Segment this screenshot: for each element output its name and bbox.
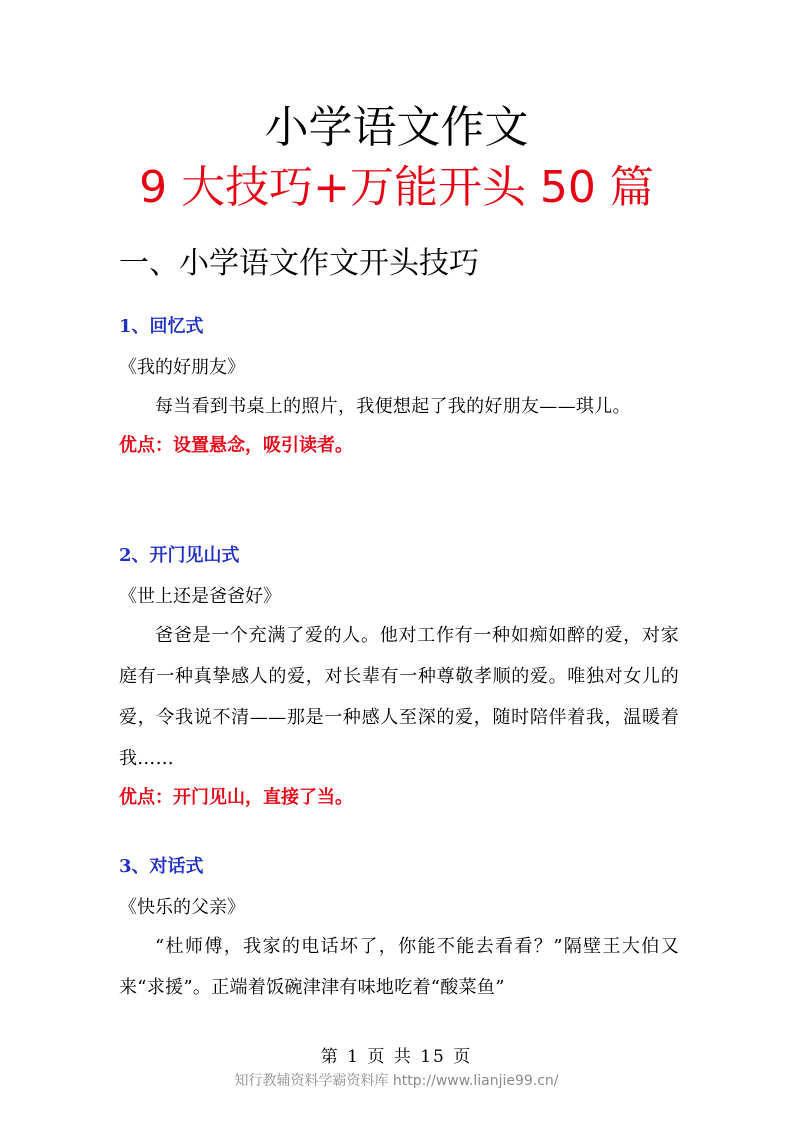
- item-title: 《我的好朋友》: [119, 357, 245, 378]
- item-heading: 2、开门见山式: [119, 545, 240, 566]
- page-footer: 第 1 页 共 15 页: [320, 1047, 473, 1067]
- item-title: 《快乐的父亲》: [119, 897, 245, 918]
- title-line1: 小学语文作文: [264, 102, 529, 153]
- item-1: [119, 314, 679, 459]
- item-merit: 优点：开门见山，直接了当。: [119, 787, 353, 808]
- item-paragraph: 爸爸是一个充满了爱的人。他对工作有一种如痴如醉的爱，对家庭有一种真挚感人的爱，对长辈有一种尊敬孝顺的爱。唯独对女儿的爱，令我说不清——那是一种感人至深的爱，随时陪伴着我，温暖着我……: [119, 625, 679, 769]
- watermark: 知行教辅资料学霸资料库 http://www.lianjie99.cn/: [234, 1073, 559, 1089]
- section-heading: 一、小学语文作文开头技巧: [119, 246, 479, 281]
- item-paragraph: “杜师傅，我家的电话坏了，你能不能去看看？”隔壁王大伯又来“求援”。正端着饭碗津津有味地吃着“酸菜鱼”: [119, 936, 679, 998]
- item-heading: 1、回忆式: [119, 316, 204, 337]
- item-heading: 3、对话式: [119, 856, 204, 877]
- title-line2: 9 大技巧+万能开头 50 篇: [139, 162, 654, 213]
- item-3: [119, 854, 679, 1008]
- item-paragraph: 每当看到书桌上的照片，我便想起了我的好朋友——琪儿。: [155, 396, 631, 417]
- item-merit: 优点：设置悬念，吸引读者。: [119, 435, 353, 456]
- item-title: 《世上还是爸爸好》: [119, 586, 281, 607]
- item-2: [119, 543, 679, 811]
